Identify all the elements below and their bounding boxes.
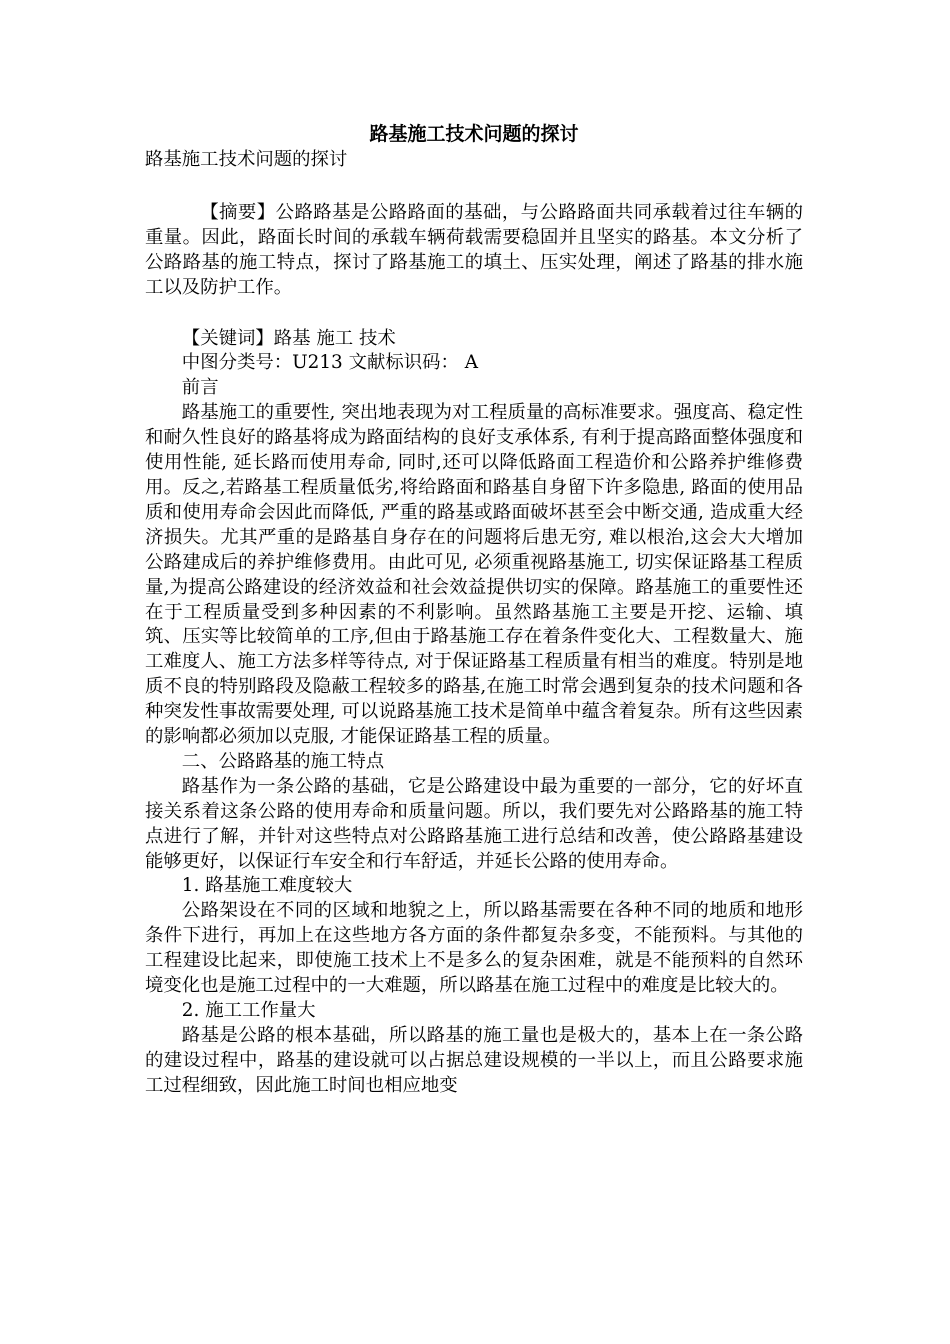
document-subtitle: 路基施工技术问题的探讨	[145, 149, 348, 170]
document-page	[145, 120, 803, 1099]
section2-heading: 二、公路路基的施工特点	[181, 750, 385, 772]
item1-paragraph: 公路架设在不同的区域和地貌之上，所以路基需要在各种不同的地质和地形条件下进行，再加上在这些地方各方面的条件都复杂多变，不能预料。与其他的工程建设比起来，即使施工技术上不是多么的复杂困难，就是不能预料的自然环境变化也是施工过程中的一大难题，所以路基在施工过程中的难度是比较大的。	[145, 900, 803, 997]
classification-line: 中图分类号：U213 文献标识码： A	[181, 352, 479, 374]
preface-paragraph: 路基施工的重要性, 突出地表现为对工程质量的高标准要求。强度高、稳定性和耐久性良好的路基将成为路面结构的良好支承体系, 有利于提高路面整体强度和使用性能, 延长路而使用寿命, 同时,还可以降低路面工程造价和公路养护维修费用。反之,若路基工程质量低劣,将给路面和路基自身留下许多隐患, 路面的使用品质和使用寿命会因此而降低, 严重的路基或路面破坏甚至会中断交通, 造成重大经济损失。尤其严重的是路基自身存在的问题将后患无穷, 难以根治,这会大大增加公路建成后的养护维修费用。由此可见, 必须重视路基施工, 切实保证路基工程质量,为提高公路建设的经济效益和社会效益提供切实的保障。路基施工的重要性还在于工程质量受到多种因素的不利影响。虽然路基施工主要是开挖、运输、填筑、压实等比较简单的工序,但由于路基施工存在着条件变化大、工程数量大、施工难度人、施工方法多样等待点, 对于保证路基工程质量有相当的难度。特别是地质不良的特别路段及隐蔽工程较多的路基,在施工时常会遇到复杂的技术问题和各种突发性事故需要处理, 可以说路基施工技术是简单中蕴含着复杂。所有这些因素的影响都必须加以克服, 才能保证路基工程的质量。	[145, 402, 803, 748]
preface-heading: 前言	[181, 377, 219, 399]
document-title: 路基施工技术问题的探讨	[369, 123, 579, 145]
item2-paragraph: 路基是公路的根本基础，所以路基的施工量也是极大的，基本上在一条公路的建设过程中，路基的建设就可以占据总建设规模的一半以上，而且公路要求施工过程细致，因此施工时间也相应地变	[145, 1024, 803, 1096]
item1-heading: 1. 路基施工难度较大	[181, 875, 353, 897]
section2-paragraph: 路基作为一条公路的基础，它是公路建设中最为重要的一部分，它的好坏直接关系着这条公路的使用寿命和质量问题。所以，我们要先对公路路基的施工特点进行了解，并针对这些特点对公路路基施工进行总结和改善，使公路路基建设能够更好，以保证行车安全和行车舒适，并延长公路的使用寿命。	[145, 775, 803, 872]
item2-heading: 2. 施工工作量大	[181, 1000, 316, 1021]
abstract-paragraph: 【摘要】公路路基是公路路面的基础，与公路路面共同承载着过往车辆的重量。因此，路面长时间的承载车辆荷载需要稳固并且坚实的路基。本文分析了公路路基的施工特点，探讨了路基施工的填土、压实处理，阐述了路基的排水施工以及防护工作。	[145, 201, 803, 298]
keywords-line: 【关键词】路基 施工 技术	[181, 327, 396, 349]
